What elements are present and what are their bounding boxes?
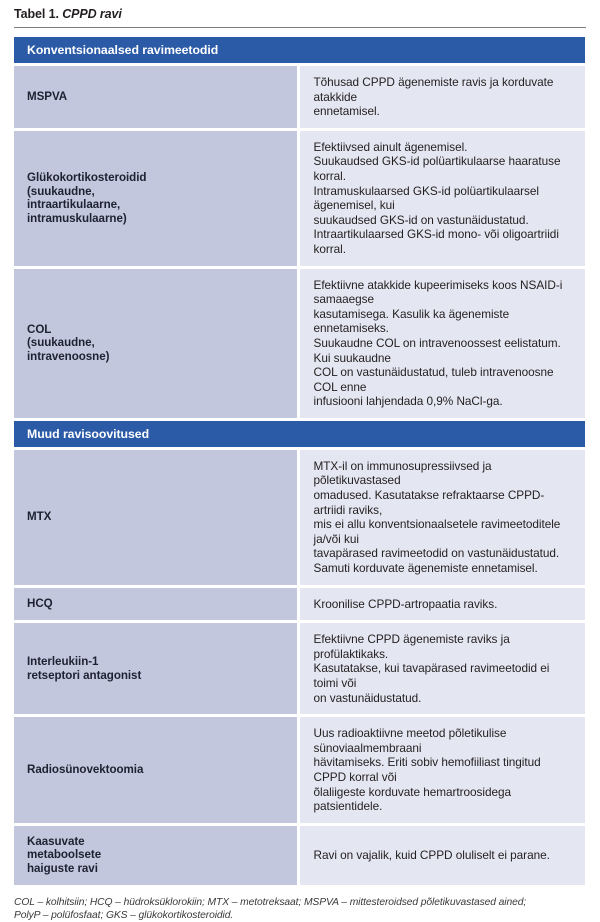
treatment-name-cell [14,66,300,131]
section-header-row [14,37,585,66]
treatment-name-line: (suukaudne, [27,184,95,198]
treatment-name-line: intramuskulaarne) [27,211,127,225]
treatment-description-line: hävitamiseks. Eriti sobiv hemofiiliast tingitud CPPD korral või [313,755,541,784]
treatment-description-line: mis ei allu konventsionaalsetele ravimeetoditele ja/või kui [313,517,561,546]
treatment-description-line: Intraartikulaarsed GKS-id mono- või oligoartriidi korral. [313,227,559,256]
treatment-description-line: Kasutatakse, kui tavapärased ravimeetodid ei toimi või [313,661,550,690]
section-header-label: Muud ravisoovitused [14,421,585,450]
treatment-description-line: infusiooni lahjendada 0,9% NaCl-ga. [313,394,503,409]
caption-block [0,0,600,28]
treatment-name-line: Interleukiin-1 [27,655,99,669]
treatment-name-cell [14,269,300,421]
treatment-name-cell [14,623,300,717]
treatment-name-line: intraartikulaarne, [27,198,121,212]
treatment-description-line: kasutamisega. Kasulik ka ägenemiste ennetamiseks. [313,306,510,336]
treatment-name-line: Radiosünovektoomia [27,763,144,777]
treatment-description-cell [300,588,586,624]
treatment-description-line: Tõhusad CPPD ägenemiste ravis ja korduvate atakkide [313,75,554,104]
caption-title: CPPD ravi [62,7,122,21]
treatment-description-line: Efektiivne atakkide kupeerimiseks koos NSAID-i samaaegse [313,277,563,307]
treatment-description-line: suukaudsed GKS-id on vastunäidustatud. [313,212,529,227]
treatment-description-cell [300,826,586,885]
treatment-description-line: Samuti korduvate ägenemiste ennetamisel. [313,561,538,576]
table-row [14,717,585,826]
treatment-name-line: intravenoosne) [27,350,110,363]
table-row [14,269,585,421]
treatment-description-cell [300,623,586,717]
treatment-name-line: haiguste ravi [27,861,98,875]
footnote-line: COL – kolhitsiin; HCQ – hüdroksüklorokiin; MTX – metotreksaat; MSPVA – mittesteroidsed põletikuvastased ained; [14,896,527,908]
treatment-description-cell [300,269,586,421]
table-footnote [14,896,586,922]
treatment-description-cell [300,717,586,826]
treatment-description-line: Efektiivsed ainult ägenemisel. [313,139,468,154]
treatment-name-cell [14,826,300,885]
treatment-name-cell [14,131,300,269]
treatment-name-line: COL [27,322,52,336]
treatment-description-line: MTX-il on immunosupressiivsed ja põletikuvastased [313,458,492,488]
treatment-description-line: Suukaudne COL on intravenoossest eelistatum. Kui suukaudne [313,335,561,365]
table-caption [14,7,586,22]
table-row [14,450,585,588]
treatment-name-cell [14,717,300,826]
table-row [14,131,585,269]
treatment-description-cell [300,450,586,588]
treatment-description-line: õlaliigeste korduvate hemartroosidega patsientidele. [313,784,512,814]
table-body [14,37,585,885]
treatment-description-line: Efektiivne CPPD ägenemiste raviks ja profülaktikaks. [313,632,510,661]
treatment-name-line: metaboolsete [27,848,102,862]
table-row [14,826,585,885]
table-row [14,66,585,131]
treatment-name-line: MTX [27,510,52,524]
section-header-label: Konventsionaalsed ravimeetodid [14,37,585,66]
treatment-name-cell [14,588,300,624]
treatment-name-line: Glükokortikosteroidid [27,170,147,184]
treatment-description-line: omadused. Kasutatakse refraktaarse CPPD-artriidi raviks, [313,488,545,517]
table-row [14,588,585,624]
treatment-description-cell [300,131,586,269]
caption-divider [14,27,586,28]
treatment-description-cell [300,66,586,131]
treatment-name-line: MSPVA [27,90,68,104]
treatment-name-line: Kaasuvate [27,834,85,848]
treatment-name-line: HCQ [27,597,53,611]
treatment-description-line: Suukaudsed GKS-id polüartikulaarse haaratuse korral. [313,154,561,183]
section-header-row [14,421,585,450]
caption-label: Tabel 1. [14,7,59,21]
treatment-description-line: tavapärased ravimeetodid on vastunäidustatud. [313,546,560,561]
cppd-treatment-table [14,37,585,885]
treatment-name-line: retseptori antagonist [27,668,142,682]
treatment-description-line: Ravi on vajalik, kuid CPPD oluliselt ei parane. [313,847,550,862]
footnote-line: PolyP – polüfosfaat; GKS – glükokortikosteroidid. [14,909,234,921]
treatment-description-line: ennetamisel. [313,104,380,119]
treatment-description-line: Kroonilise CPPD-artropaatia raviks. [313,596,498,611]
table-row [14,623,585,717]
treatment-description-line: Intramuskulaarsed GKS-id polüartikulaarsel ägenemisel, kui [313,183,539,213]
treatment-name-line: (suukaudne, [27,336,95,350]
treatment-name-cell [14,450,300,588]
treatment-description-line: Uus radioaktiivne meetod põletikulise sünoviaalmembraani [313,726,507,755]
treatment-description-line: on vastunäidustatud. [313,690,422,705]
treatment-description-line: COL on vastunäidustatud, tuleb intravenoosne COL enne [313,365,554,394]
